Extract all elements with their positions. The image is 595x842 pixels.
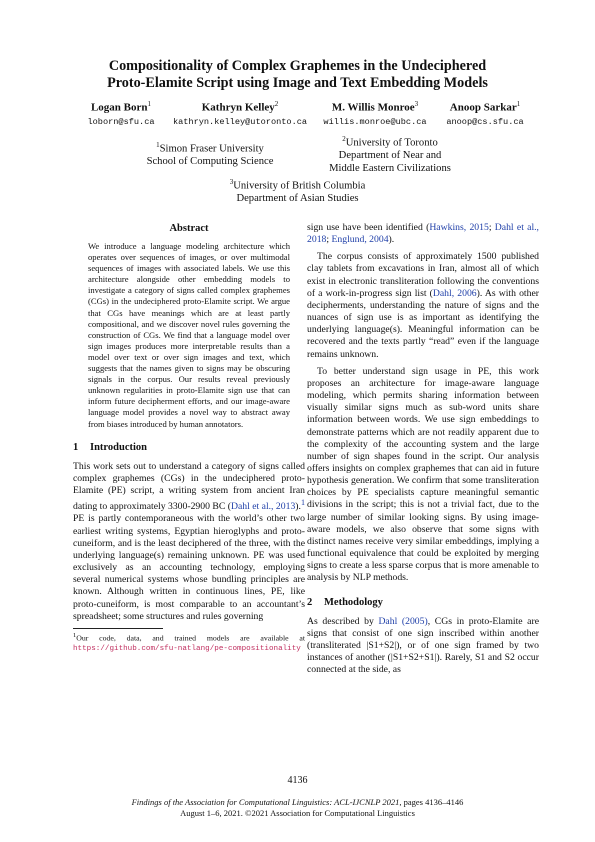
title-line-1: Compositionality of Complex Graphemes in the Undeciphered (108, 58, 487, 74)
affil-line: Department of Near and (338, 150, 442, 162)
footnote-text: Our code, data, and trained models are available at (76, 633, 305, 643)
left-column (73, 222, 305, 655)
page-number: 4136 (287, 775, 308, 786)
affil-line: University of Toronto (345, 137, 438, 149)
affil-sup: 1 (156, 141, 160, 149)
author-email[interactable]: willis.monroe@ubc.ca (323, 116, 427, 127)
paragraph (307, 251, 539, 360)
author-4 (430, 98, 540, 128)
paragraph (307, 616, 539, 677)
affil-line: Department of Asian Studies (236, 193, 359, 205)
footnote (73, 631, 305, 655)
text-run: ; (488, 222, 495, 233)
author-affil-sup: 1 (147, 100, 152, 108)
affiliation-1 (130, 139, 290, 169)
author-email[interactable]: anoop@cs.sfu.ca (446, 116, 524, 127)
text-run: The corpus consists of approximately 1500 published clay tablets from excavations in Iran, almost all of which exist in electronic transliteration following the conventions of a work-in-progress sign list ( (307, 251, 539, 299)
author-email[interactable]: loborn@sfu.ca (87, 116, 155, 127)
footnote-number: 1 (73, 631, 77, 639)
paper-title (60, 58, 535, 91)
section-heading-methodology (307, 596, 539, 610)
text-run: ). (295, 501, 301, 513)
text-run: sign use have been identified ( (307, 222, 430, 233)
author-name: Kathryn Kelley (201, 101, 275, 114)
page-footer (0, 797, 595, 818)
affiliation-2 (305, 133, 475, 175)
affil-line: Middle Eastern Civilizations (329, 162, 451, 174)
citation-link[interactable]: Dahl et al., 2018 (307, 222, 539, 246)
paragraph (307, 222, 539, 246)
text-run: As described by (307, 615, 379, 627)
author-name: Logan Born (90, 101, 148, 114)
author-email[interactable]: kathryn.kelley@utoronto.ca (172, 116, 308, 127)
abstract-heading: Abstract (169, 223, 209, 234)
text-run: ). (388, 234, 395, 246)
affil-sup: 3 (229, 178, 234, 186)
right-column (307, 222, 539, 681)
title-line-2: Proto-Elamite Script using Image and Text Embedding Models (107, 74, 488, 91)
affiliation-3 (190, 176, 405, 206)
author-2 (157, 98, 323, 128)
affil-line: University of British Columbia (233, 180, 366, 192)
footer-dates: August 1–6, 2021. ©2021 Association for Computational Linguistics (180, 807, 415, 818)
author-3 (300, 98, 450, 128)
intro-paragraph (73, 461, 305, 623)
paragraph: To better understand sign usage in PE, this work proposes an architecture for image-aware language modeling, which permits sharing information between visually similar signs much as sub-word units share information between words. We use sign embeddings to demonstrate patterns which are not readily apparent due to the complexity of the accounting system and the large number of sign shapes found in the script. Our analysis offers insights on complex graphemes that can aid in future hypothesis generation. We confirm that some transliteration choices by PE specialists capture meaningful semantic divisions in the script; this is not a trivial fact, due to the large number of similar looking signs. By using image-aware models, we also observe that some signs with distinct names receive very similar embeddings, implying a functional equivalence that could be exploited by merging signs to create a less sparse corpus that is more amenable to analysis by NLP methods. (307, 365, 539, 584)
code-url-link[interactable]: https://github.com/sfu-natlang/pe-compositionality (73, 645, 301, 654)
section-title: Methodology (324, 596, 383, 608)
section-number: 2 (307, 596, 313, 608)
text-run: , CGs in proto-Elamite are signs that consist of one sign inscribed within another (transliterated |S1+S2|), or of one sign framed by two instances of another (|S1+S2+S1|). Rarely, S1 and S2 occur connected at the side, as (307, 615, 539, 676)
abstract-text: We introduce a language modeling architecture which operates over sequences of images, or over multimodal sequences of images with associated labels. We use this architecture alongside other embedding models to investigate a category of signs called complex graphemes (CGs) in the undeciphered proto-Elamite script. We argue that CGs have meanings which are at least partly compositional, and we discover novel rules governing the construction of CGs. We find that a language model over sign images produces more interpretable results than a model over text or over sign images and text, which suggests that the names given to signs may be obscuring signals in the corpus. Our results reveal previously unknown regularities in proto-Elamite sign use that can inform future decipherment efforts, and our image-aware language model provides a novel way to abstract away from biases introduced by human annotators. (88, 241, 290, 429)
text-run: ; (326, 234, 332, 246)
section-heading-introduction (73, 441, 305, 455)
text-run: PE is partly contemporaneous with the world’s other two earliest writing systems, Egyptian hieroglyphs and proto-cuneiform, and is the least deciphered of the three, with the underlying language(s) remaining unknown. PE was used exclusively as an accounting technology, employing several numerical systems whose bundling principles are known. Although written in continuous lines, PE, like proto-cuneiform, is most comparable to an accountant’s spreadsheet; some structures and rules governing (73, 513, 305, 622)
citation-link[interactable]: Englund, 2004 (331, 234, 389, 246)
affil-line: School of Computing Science (146, 156, 274, 168)
author-name: Anoop Sarkar (449, 101, 517, 114)
text-run: ). As with other decipherments, understanding the nature of signs and the nuances of sign use is as important as identifying the underlying language(s). Meaningful information can be recovered and the texts partly “read” even if the language remains unknown. (307, 287, 539, 360)
author-affil-sup: 3 (414, 100, 419, 108)
section-title: Introduction (90, 441, 147, 453)
footnote-divider (73, 628, 163, 629)
footer-venue: Findings of the Association for Computational Linguistics: ACL-IJCNLP 2021 (131, 797, 400, 807)
footer-pages: , pages 4136–4146 (399, 797, 464, 807)
citation-link[interactable]: Hawkins, 2015 (429, 222, 489, 233)
footnote-marker[interactable]: 1 (300, 498, 305, 508)
author-affil-sup: 2 (274, 100, 279, 108)
citation-link[interactable]: Dahl et al., 2013 (230, 501, 296, 513)
affil-sup: 2 (342, 135, 346, 143)
affil-line: Simon Fraser University (159, 143, 264, 155)
section-number: 1 (73, 441, 79, 453)
author-affil-sup: 1 (516, 100, 521, 108)
citation-link[interactable]: Dahl, 2006 (432, 287, 477, 299)
author-name: M. Willis Monroe (331, 101, 415, 114)
text-run: This work sets out to understand a category of signs called complex graphemes (CGs) in the undeciphered proto-Elamite (PE) script, a writing system from ancient Iran dating to approximately 3300-2900 BC ( (73, 460, 305, 513)
citation-link[interactable]: Dahl (2005) (378, 615, 428, 627)
